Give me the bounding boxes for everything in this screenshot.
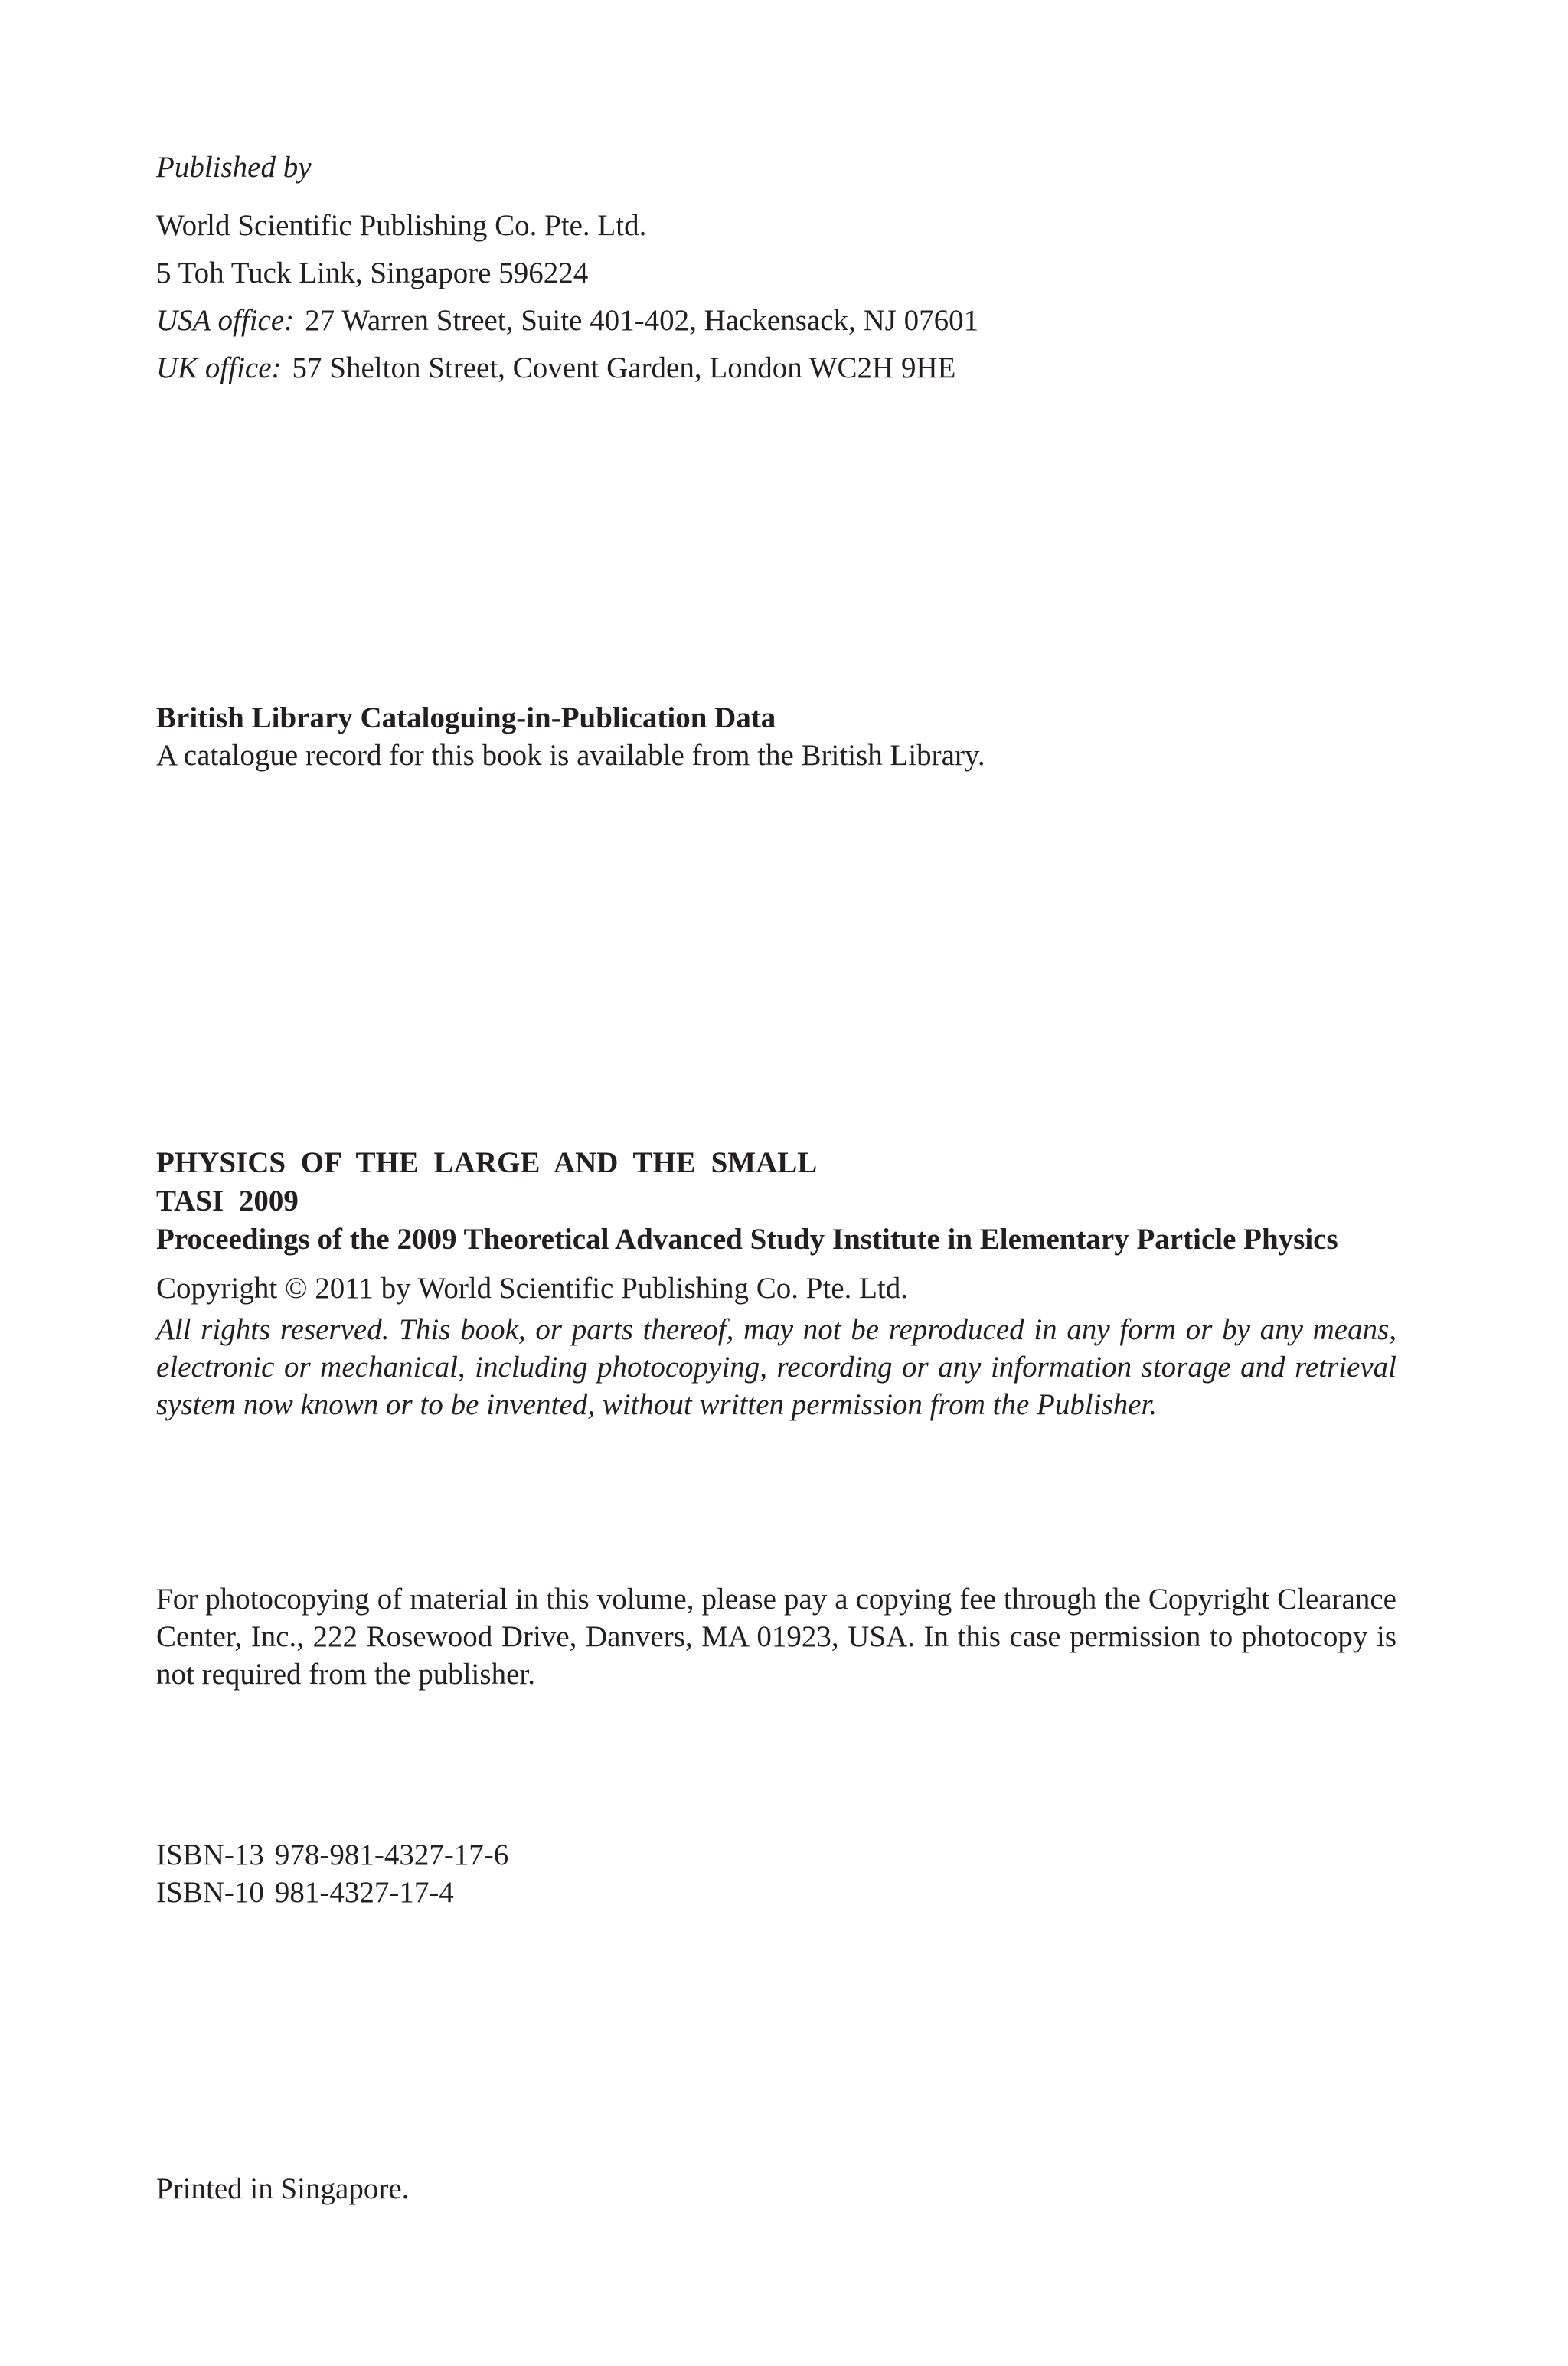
photocopy-notice: For photocopying of material in this volume, please pay a copying fee through the Copyright Clearance Center, Inc., 222 Rosewood Drive, Danvers, MA 01923, USA. In this case permission to photocopy is not required from the publisher.: [156, 1583, 1396, 1691]
publisher-name: World Scientific Publishing Co. Pte. Ltd.: [156, 209, 647, 242]
book-series: TASI 2009: [156, 1185, 299, 1217]
uk-office-address: 57 Shelton Street, Covent Garden, London WC2H 9HE: [292, 351, 956, 384]
isbn13-value: 978-981-4327-17-6: [274, 1838, 509, 1871]
usa-office-address: 27 Warren Street, Suite 401-402, Hackensack, NJ 07601: [305, 304, 979, 337]
isbn10-line: [156, 1875, 454, 1910]
book-subtitle: Proceedings of the 2009 Theoretical Advanced Study Institute in Elementary Particle Physics: [156, 1223, 1338, 1256]
isbn10-label: ISBN-10: [156, 1876, 264, 1909]
uk-office-line: [156, 351, 956, 386]
copyright-line: Copyright © 2011 by World Scientific Publishing Co. Pte. Ltd.: [156, 1272, 908, 1305]
cataloguing-text: A catalogue record for this book is available from the British Library.: [156, 739, 985, 772]
published-by-label: Published by: [156, 151, 312, 184]
usa-office-label: USA office:: [156, 304, 295, 337]
cataloguing-heading: British Library Cataloguing-in-Publication Data: [156, 701, 776, 734]
isbn10-value: 981-4327-17-4: [274, 1876, 454, 1909]
printed-in: Printed in Singapore.: [156, 2172, 410, 2205]
uk-office-label: UK office:: [156, 351, 282, 384]
book-title: PHYSICS OF THE LARGE AND THE SMALL: [156, 1146, 818, 1179]
isbn13-label: ISBN-13: [156, 1838, 264, 1871]
rights-paragraph: All rights reserved. This book, or parts thereof, may not be reproduced in any form or by any means, electronic or mechanical, including photocopying, recording or any information storage and retrieval system now known or to be invented, without written permission from the Publisher.: [156, 1313, 1396, 1421]
usa-office-line: [156, 303, 978, 338]
publisher-address: 5 Toh Tuck Link, Singapore 596224: [156, 257, 589, 289]
isbn13-line: [156, 1838, 508, 1873]
